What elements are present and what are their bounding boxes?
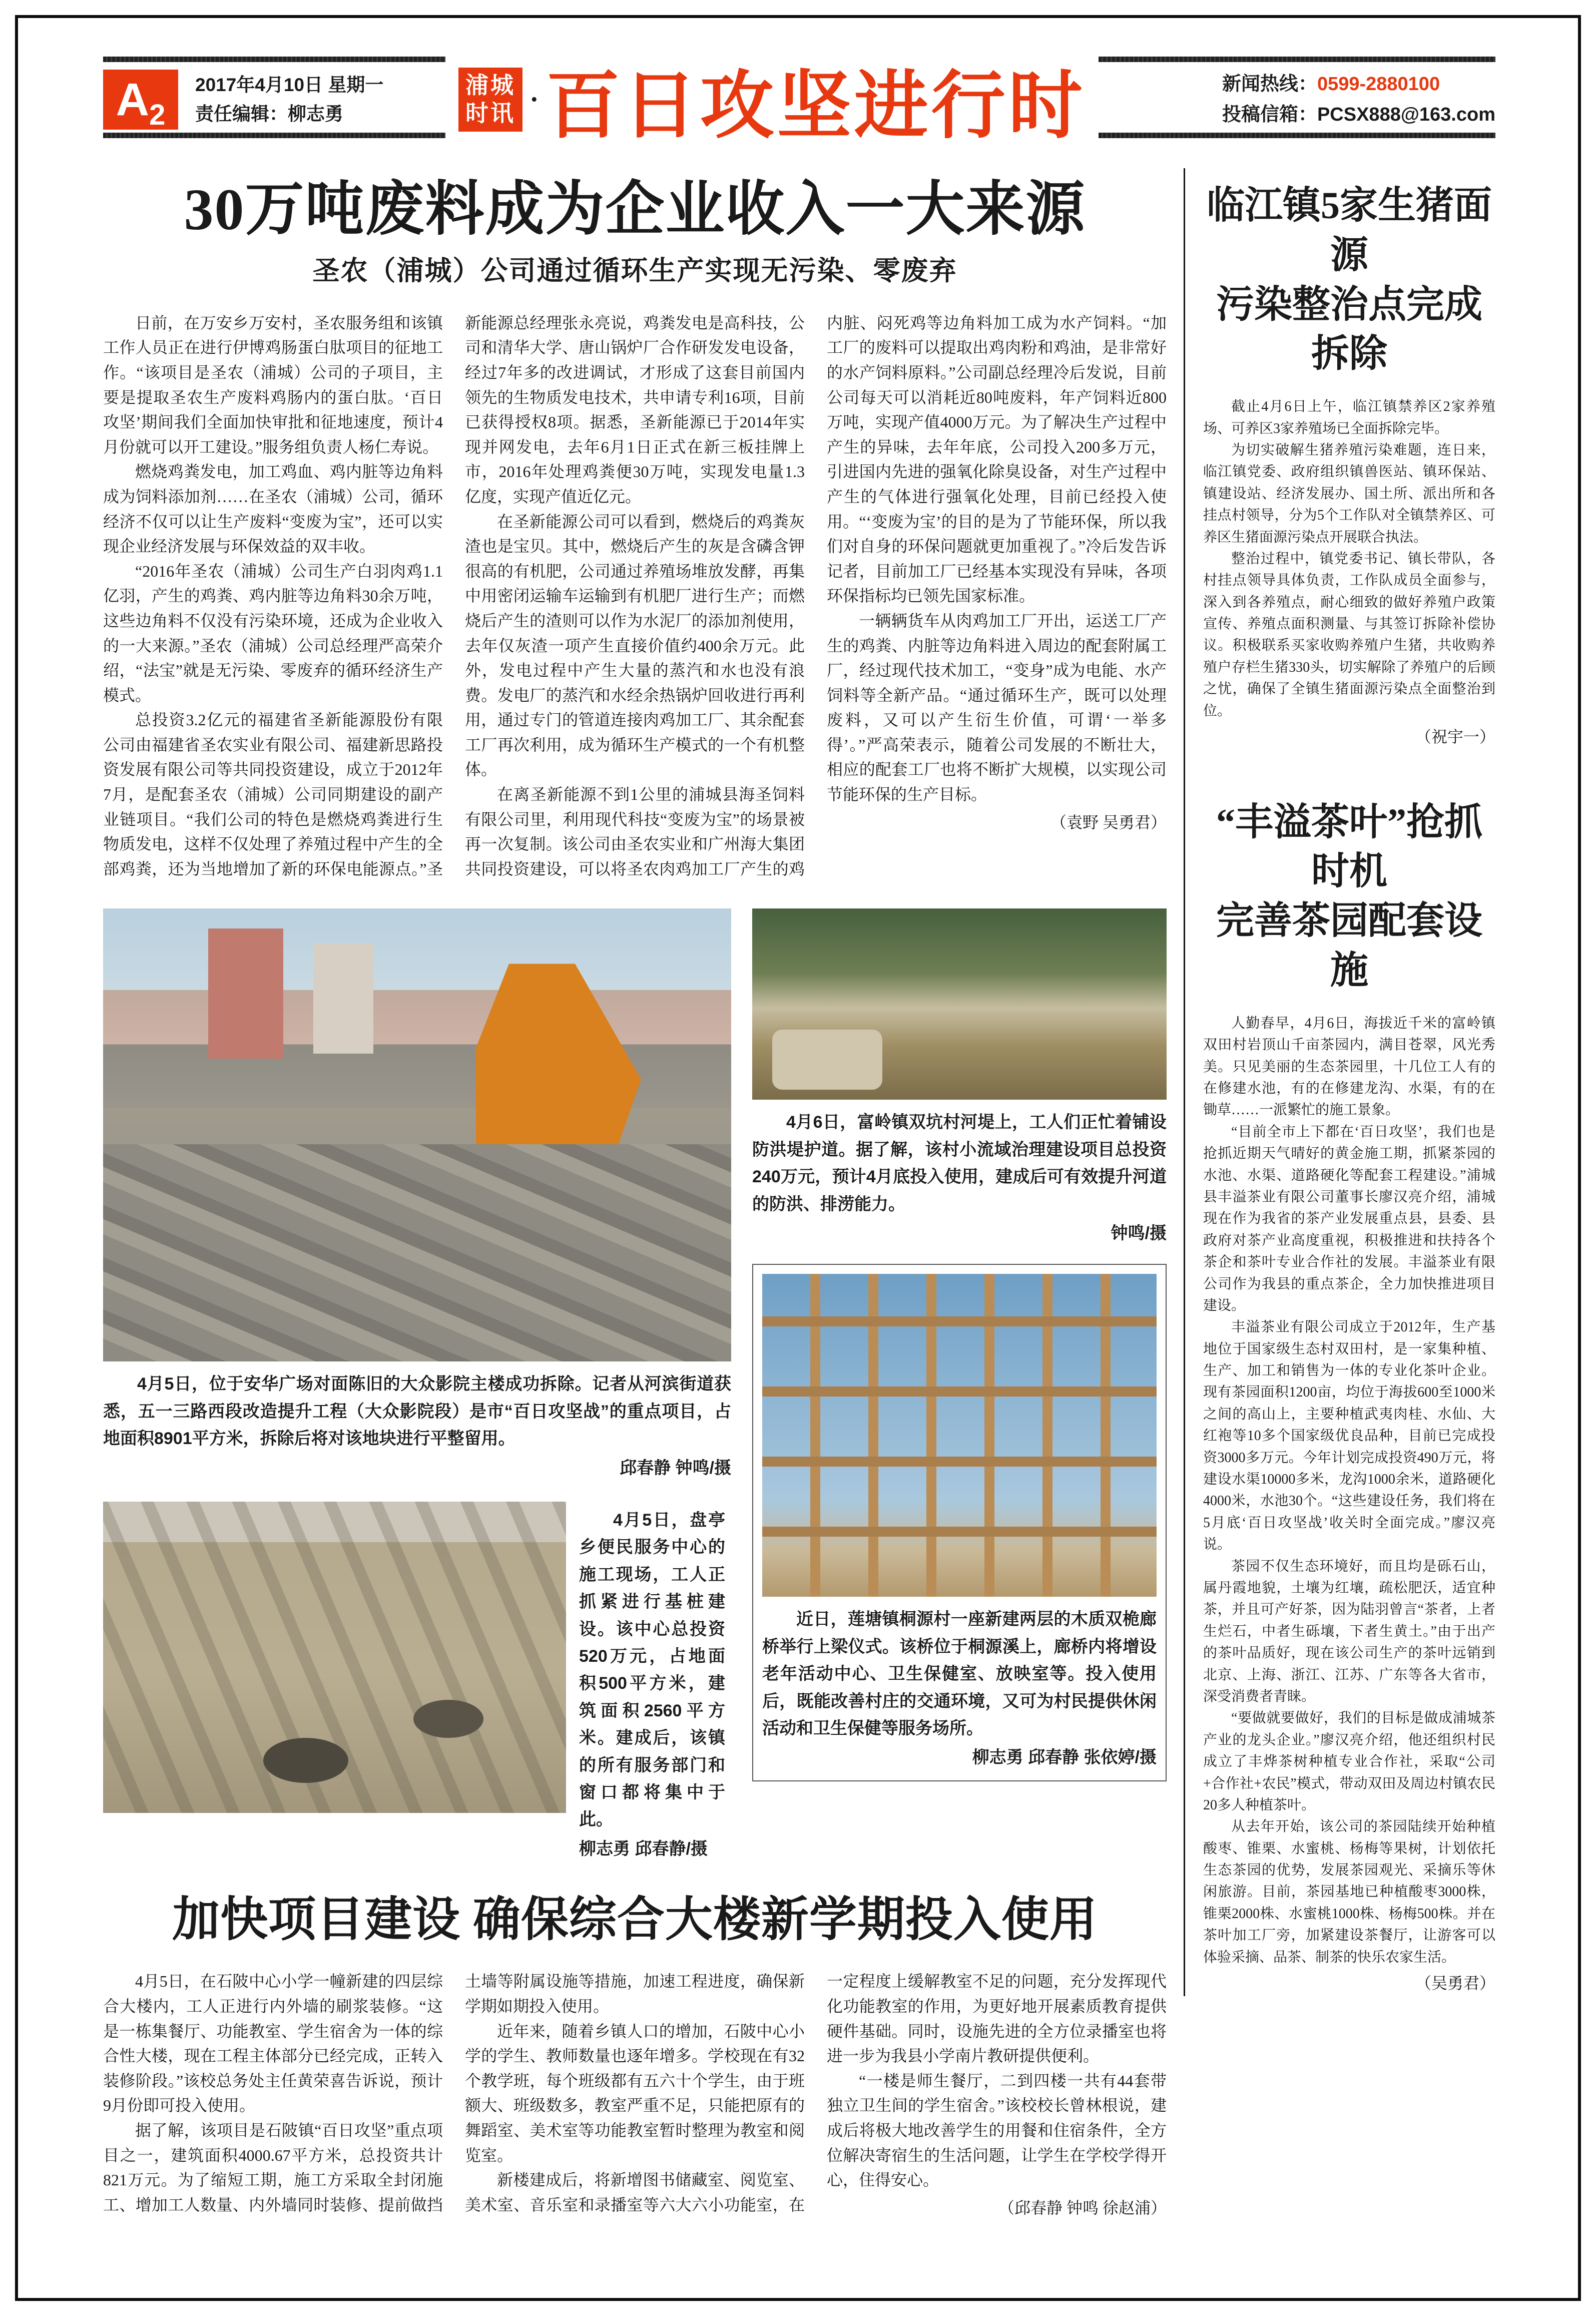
- sidebar-column: [1184, 168, 1495, 1996]
- bottom-paragraph: 新楼建成后，将新增图书储藏室、阅览室、美术室、音乐室和录播室等六大六小功能室，在一定程度上缓解教室不足的问题，充分发挥现代化功能教室的作用，为更好地开展素质教育提供硬件基础。同时，设施先进的全方位录播室也将进一步为我县小学南片教研提供便利。: [465, 1972, 1167, 2214]
- side-article1-title: 临江镇5家生猪面源 污染整治点完成拆除: [1207, 185, 1492, 375]
- side2-paragraph: “目前全市上下都在‘百日攻坚’，我们也是抢抓近期天气晴好的黄金施工期，抓紧茶园的水池、水渠、道路硬化等配套工程建设。”浦城县丰溢茶业有限公司董事长廖汉亮介绍，浦城现在作为我省的茶产业发展重点县，县委、县政府对茶产业高度重视，积极推进和扶持各个茶企和茶叶专业合作社的发展。丰溢茶业有限公司作为我县的重点茶企，全力加快推进项目建设。: [1203, 1124, 1495, 1313]
- page-label-letter: A: [116, 74, 150, 125]
- photo-left-column: [103, 908, 731, 1863]
- building-shape: [313, 944, 373, 1054]
- caption-bridge: 近日，莲塘镇桐源村一座新建两层的木质双桅廊桥举行上梁仪式。该桥位于桐源溪上，廊桥内将增设老年活动中心、卫生保健室、放映室等。投入使用后，既能改善村庄的交通环境，又可为村民提供休闲活动和卫生保健等服务场所。 柳志勇 邱春静 张依婷/摄: [762, 1606, 1157, 1771]
- hotline-line: [1222, 69, 1495, 100]
- credit-service-center: 柳志勇 邱春静/摄: [579, 1839, 708, 1859]
- caption-demolition: 4月5日，位于安华广场对面陈旧的大众影院主楼成功拆除。记者从河滨街道获悉，五一三路西段改造提升工程（大众影院段）是市“百日攻坚战”的重点项目，占地面积8901平方米，拆除后将对该地块进行平整留用。 邱春静 钟鸣/摄: [103, 1370, 731, 1482]
- hotline-label: 新闻热线：: [1222, 73, 1317, 95]
- main-article-body: [103, 311, 1167, 882]
- caption-service-center: 4月5日，盘亭乡便民服务中心的施工现场，工人正抓紧进行基桩建设。该中心总投资520万元，占地面积500平方米，建筑面积2560平方米。建成后，该镇的所有服务部门和窗口都将集中于此。 柳志勇 邱春静/摄: [579, 1507, 725, 1863]
- rock-shape: [772, 1030, 882, 1090]
- email-line: [1222, 100, 1495, 130]
- page-header: [103, 46, 1495, 153]
- page-content: [103, 168, 1495, 2220]
- masthead-dot: ·: [529, 84, 539, 115]
- page-number-badge: [103, 70, 178, 130]
- contact-block: [1222, 69, 1495, 130]
- series-title: 百日攻坚进行时: [546, 64, 1086, 147]
- photo-bridge-box: [752, 1264, 1167, 1781]
- photo-demolition: [103, 908, 731, 1361]
- masthead-line1: 浦城: [465, 72, 515, 99]
- page-label-number: 2: [149, 98, 166, 131]
- photo-river-embankment: [752, 908, 1167, 1100]
- side1-paragraph: 截止4月6日上午，临江镇禁养区2家养殖场、可养区3家养殖场已全面拆除完毕。: [1203, 399, 1495, 436]
- bottom-article: [103, 1893, 1167, 2220]
- bottom-article-body: [103, 1969, 1167, 2220]
- side2-paragraph: 丰溢茶业有限公司成立于2012年，生产基地位于国家级生态村双田村，是一家集种植、生产、加工和销售为一体的专业化茶叶企业。现有茶园面积1200亩，均位于海拔600至1000米之间的高山上，主要种植武夷肉桂、水仙、大红袍等10多个国家级优良品种，目前已完成投资3000多万元。今年计划完成投资490万元，将建设水渠10000多米，龙沟1000余米，道路硬化4000米，水池30个。“这些建设任务，我们将在5月底‘百日攻坚战’收关时全面完成。”廖汉亮说。: [1203, 1319, 1495, 1553]
- main-article-subtitle: 圣农（浦城）公司通过循环生产实现无污染、零废弃: [312, 255, 957, 286]
- main-paragraph: “2016年圣农（浦城）公司生产白羽肉鸡1.1亿羽，产生的鸡粪、鸡内脏等边角料30余万吨，这些边角料不仅没有污染环境，还成为企业收入的一大来源。”圣农（浦城）公司总经理严高荣介绍，“法宝”就是无污染、零废弃的循环经济生产模式。: [103, 562, 443, 704]
- main-article-title: 30万吨废料成为企业收入一大来源: [184, 177, 1086, 242]
- main-column: [103, 168, 1167, 2220]
- photo-covered-bridge: [762, 1274, 1157, 1597]
- editor-line: 责任编辑：柳志勇: [195, 103, 343, 124]
- photo-service-center-row: [103, 1502, 731, 1863]
- credit-demolition: 邱春静 钟鸣/摄: [620, 1458, 731, 1478]
- rubble-shape: [103, 1144, 731, 1361]
- date-editor-block: [195, 71, 383, 128]
- side2-paragraph: “要做就要做好，我们的目标是做成浦城茶产业的龙头企业。”廖汉亮介绍，他还组织村民成立了丰烨茶树种植专业合作社，采取“公司+合作社+农民”模式，带动双田及周边村镇农民20多人种植茶叶。: [1203, 1710, 1495, 1813]
- main-paragraph: 一辆辆货车从肉鸡加工厂开出，运送工厂产生的鸡粪、内脏等边角料进入周边的配套附属工厂，经过现代技术加工，“变身”成为电能、水产饲料等全新产品。“通过循环生产，既可以处理废料，又可以产生衍生价值，可谓‘一举多得’。”严高荣表示，随着公司发展的不断壮大，相应的配套工厂也将不断扩大规模，以实现公司节能环保的生产目标。: [827, 611, 1167, 804]
- side-article1-body: [1203, 396, 1495, 749]
- main-paragraph: 日前，在万安乡万安村，圣农服务组和该镇工作人员正在进行伊博鸡肠蛋白肽项目的征地工作。“该项目是圣农（浦城）公司的子项目，主要是提取圣农生产废料鸡肠内的蛋白肽。‘百日攻坚’期间我们全面加快审批和征地速度，预计4月份就可以开工建设。”服务组负责人杨仁寿说。: [103, 313, 443, 456]
- date-line: 2017年4月10日 星期一: [195, 75, 384, 96]
- masthead-box: [458, 68, 522, 132]
- photo-section: [103, 908, 1167, 1863]
- bottom-article-byline: （邱春静 钟鸣 徐赵浦）: [998, 2198, 1167, 2217]
- side1-paragraph: 为切实破解生猪养殖污染难题，连日来，临江镇党委、政府组织镇兽医站、镇环保站、镇建设站、经济发展办、国土所、派出所和各挂点村领导，分为5个工作队对全镇禁养区、可养区生猪面源污染点开展联合执法。: [1203, 442, 1495, 545]
- email-label: 投稿信箱：: [1222, 104, 1317, 125]
- photo-right-column: [752, 908, 1167, 1863]
- side2-paragraph: 茶园不仅生态环境好，而且均是砾石山，属丹霞地貌，土壤为红壤，疏松肥沃，适宜种茶，并且可产好茶，因为陆羽曾言“茶者，上者生烂石，中者生砾壤，下者生黄土。”由于出产的茶叶品质好，现在该公司生产的茶叶远销到北京、上海、浙江、江苏、广东等各大省市，深受消费者青睐。: [1203, 1558, 1495, 1704]
- credit-river: 钟鸣/摄: [1111, 1224, 1167, 1243]
- main-paragraph: 总投资3.2亿元的福建省圣新能源股份有限公司由福建省圣农实业有限公司、福建新思路投资发展有限公司等共同投资建设，成立于2012年7月，是配套圣农（浦城）公司同期建设的副产业链项目。“我们公司的特色是燃烧鸡粪进行生物质发电，这样不仅处理了养殖过程中产生的全部鸡粪，还为当地增加了新的环保电能源点。”圣新能源总经理张永亮说，鸡粪发电是高科技，公司和清华大学、唐山锅炉厂合作研发发电设备，经过7年多的改进调试，才形成了这套目前国内领先的生物质发电技术，共申请专利16项，目前已获得授权8项。据悉，圣新能源已于2014年实现并网发电，去年6月1日正式在新三板挂牌上市，2016年处理鸡粪便30万吨，实现发电量1.3亿度，实现产值近亿元。: [103, 313, 805, 878]
- email-value: PCSX888@163.com: [1317, 104, 1495, 125]
- side-article2-body: [1203, 1013, 1495, 1996]
- bottom-paragraph: 据了解，该项目是石陂镇“百日攻坚”重点项目之一，建筑面积4000.67平方米，总投资共计821万元。为了缩短工期，施工方采取全封闭施工、增加工人数量、内外墙同时装修、提前做挡土墙等附属设施等措施，加速工程进度，确保新学期如期投入使用。: [103, 1972, 805, 2214]
- side-article1-byline: （祝宇一）: [1415, 728, 1495, 746]
- side-article2-byline: （吴勇君）: [1415, 1974, 1495, 1993]
- credit-bridge: 柳志勇 邱春静 张依婷/摄: [972, 1748, 1157, 1767]
- side1-paragraph: 整治过程中，镇党委书记、镇长带队，各村挂点领导具体负责，工作队成员全面参与，深入到各养殖点，耐心细致的做好养殖户政策宣传、养殖点面积测量、与其签订拆除补偿协议。积极联系买家收购养殖户生猪，共收购养殖户存栏生猪330头，切实解除了养殖户的后顾之忧，确保了全镇生猪面源污染点全面整治到位。: [1203, 551, 1495, 719]
- photo-service-center: [103, 1502, 566, 1813]
- bottom-article-title: 加快项目建设 确保综合大楼新学期投入使用: [172, 1893, 1098, 1947]
- foundation-pit-shape: [263, 1738, 348, 1783]
- side2-paragraph: 从去年开始，该公司的茶园陆续开始种植酸枣、锥栗、水蜜桃、杨梅等果树，计划依托生态茶园的优势，发展茶园观光、采摘乐等休闲旅游。目前，茶园基地已种植酸枣3000株，锥栗2000株、水蜜桃1000株、杨梅500株。并在茶叶加工厂旁，加紧建设茶餐厅，让游客可以体验采摘、品茶、制茶的快乐农家生活。: [1203, 1819, 1495, 1965]
- sidebar-divider-space: [1203, 750, 1495, 785]
- bottom-paragraph: 4月5日，在石陂中心小学一幢新建的四层综合大楼内，工人正进行内外墙的刷浆装修。“这是一栋集餐厅、功能教室、学生宿舍为一体的综合性大楼，现在工程主体部分已经完成，正转入装修阶段。”该校总务处主任黄荣喜告诉说，预计9月份即可投入使用。: [103, 1972, 443, 2115]
- side-article2-title: “丰溢茶叶”抢抓时机 完善茶园配套设施: [1216, 801, 1482, 992]
- main-paragraph: 燃烧鸡粪发电，加工鸡血、鸡内脏等边角料成为饲料添加剂……在圣农（浦城）公司，循环经济不仅可以让生产废料“变废为宝”，还可以实现企业经济发展与环保效益的双丰收。: [103, 462, 443, 556]
- bottom-paragraph: 近年来，随着乡镇人口的增加，石陂中心小学的学生、教师数量也逐年增多。学校现在有32个教学班，每个班级都有五六十个学生，由于班额大、班级数多，教室严重不足，只能把原有的舞蹈室、美术室等功能教室暂时整理为教室和阅览室。: [465, 2022, 805, 2164]
- caption-river: 4月6日，富岭镇双坑村河堤上，工人们正忙着铺设防洪堤护道。据了解，该村小流域治理建设项目总投资240万元，预计4月底投入使用，建成后可有效提升河道的防洪、排涝能力。 钟鸣/摄: [752, 1109, 1167, 1247]
- masthead-line2: 时讯: [465, 100, 515, 126]
- foundation-pit-shape: [413, 1700, 483, 1738]
- main-article-byline: （袁野 吴勇君）: [1050, 813, 1167, 831]
- bottom-paragraph: “一楼是师生餐厅，二到四楼一共有44套带独立卫生间的学生宿舍。”该校校长曾林根说，建成后将极大地改善学生的用餐和住宿条件，全方位解决寄宿生的生活问题，让学生在学校学得开心，住得安心。: [827, 2071, 1167, 2189]
- hotline-number: 0599-2880100: [1317, 73, 1440, 95]
- newspaper-page: [15, 15, 1581, 2301]
- side2-paragraph: 人勤春早，4月6日，海拔近千米的富岭镇双田村岩顶山千亩茶园内，满目苍翠，风光秀美。只见美丽的生态茶园里，十几位工人有的在修建水池，有的在修建龙沟、水渠，有的在锄草……一派繁忙的施工景象。: [1203, 1015, 1495, 1118]
- main-paragraph: 在圣新能源公司可以看到，燃烧后的鸡粪灰渣也是宝贝。其中，燃烧后产生的灰是含磷含钾很高的有机肥，公司通过养殖场堆放发酵，再集中用密闭运输车运输到有机肥厂进行生产；而燃烧后产生的渣则可以作为水泥厂的添加剂使用，去年仅灰渣一项产生直接价值约400余万元。此外，发电过程中产生大量的蒸汽和水也没有浪费。发电厂的蒸汽和水经余热锅炉回收进行再利用，通过专门的管道连接肉鸡加工厂、其余配套工厂再次利用，成为循环生产模式的一个有机整体。: [465, 512, 805, 779]
- building-shape: [208, 929, 283, 1059]
- excavator-shape: [476, 964, 641, 1174]
- masthead: [445, 47, 1099, 153]
- main-paragraph: 在离圣新能源不到1公里的浦城县海圣饲料有限公司里，利用现代科技“变废为宝”的场景被再一次复制。该公司由圣农实业和广州海大集团共同投资建设，可以将圣农肉鸡加工厂产生的鸡内脏、闷死鸡等边角料加工成为水产饲料。“加工厂的废料可以提取出鸡肉粉和鸡油，是非常好的水产饲料原料。”公司副总经理冷后发说，目前公司每天可以消耗近80吨废料，年产饲料近800万吨，实现产值4000万元。为了解决生产过程中产生的异味，去年年底，公司投入200多万元，引进国内先进的强氧化除臭设备，对生产过程中产生的气体进行强氧化处理，目前已经投入使用。“‘变废为宝’的目的是为了节能环保，所以我们对自身的环保问题就更加重视了。”冷后发告诉记者，目前加工厂已经基本实现没有异味，各项环保指标均已领先国家标准。: [465, 313, 1167, 878]
